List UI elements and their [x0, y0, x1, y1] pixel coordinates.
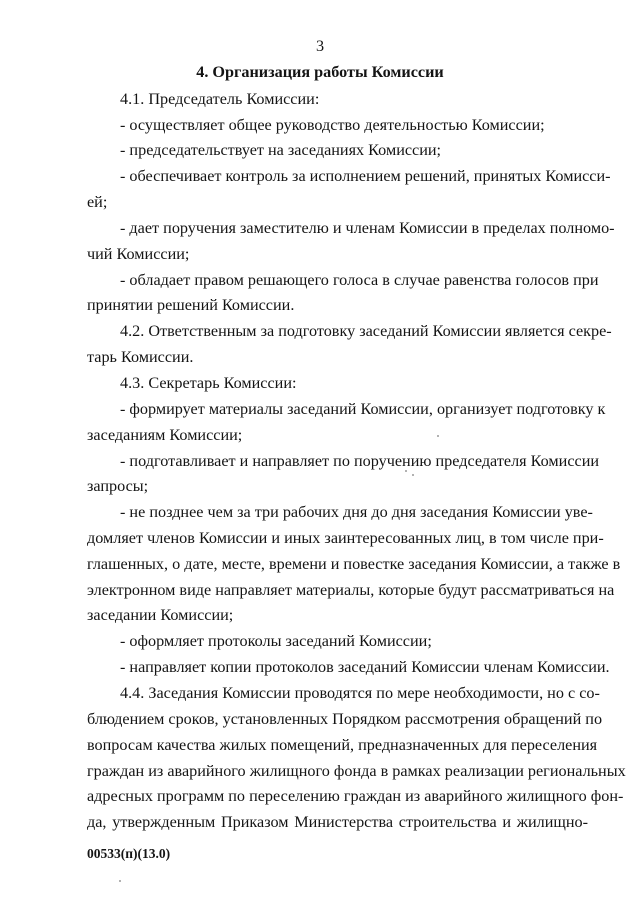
paragraph-line: 4.4. Заседания Комиссии проводятся по мере необходимости, но с со-	[120, 684, 600, 702]
paragraph-line: - оформляет протоколы заседаний Комиссии;	[120, 632, 432, 650]
paragraph-line: запросы;	[87, 477, 149, 495]
paragraph-line: принятии решений Комиссии.	[87, 296, 295, 314]
paragraph-line: - формирует материалы заседаний Комиссии, организует подготовку к	[120, 400, 606, 418]
paragraph-line: чий Комиссии;	[87, 245, 190, 263]
paragraph-line: - направляет копии протоколов заседаний Комиссии членам Комиссии.	[120, 658, 610, 676]
paragraph-line: 4.2. Ответственным за подготовку заседаний Комиссии является секре-	[120, 322, 612, 340]
page-number: 3	[315, 37, 325, 55]
document-code: 00533(п)(13.0)	[87, 846, 171, 861]
section-title: 4. Организация работы Комиссии	[196, 63, 444, 81]
scan-speck	[119, 880, 121, 882]
scan-speck	[412, 474, 414, 476]
paragraph-line: 4.3. Секретарь Комиссии:	[120, 374, 297, 392]
paragraph-line: заседании Комиссии;	[87, 606, 234, 624]
paragraph-line: - обладает правом решающего голоса в случае равенства голосов при	[120, 271, 599, 289]
paragraph-line: - председательствует на заседаниях Комиссии;	[120, 141, 442, 159]
paragraph-line: ей;	[87, 193, 108, 211]
paragraph-line: адресных программ по переселению граждан из аварийного жилищного фон-	[87, 787, 624, 805]
paragraph-line: 4.1. Председатель Комиссии:	[120, 90, 320, 108]
paragraph-line: вопросам качества жилых помещений, предназначенных для переселения	[87, 736, 598, 754]
paragraph-line: электронном виде направляет материалы, которые будут рассматриваться на	[87, 581, 615, 599]
scan-speck	[437, 435, 439, 437]
paragraph-line: граждан из аварийного жилищного фонда в рамках реализации региональных	[87, 762, 626, 780]
paragraph-line: домляет членов Комиссии и иных заинтересованных лиц, в том числе при-	[87, 529, 604, 547]
paragraph-line: - не позднее чем за три рабочих дня до дня заседания Комиссии уве-	[120, 503, 593, 521]
scan-speck	[405, 470, 407, 472]
paragraph-line: глашенных, о дате, месте, времени и повестке заседания Комиссии, а также в	[87, 555, 621, 573]
paragraph-line: тарь Комиссии.	[87, 348, 194, 366]
paragraph-line: - осуществляет общее руководство деятельностью Комиссии;	[120, 116, 545, 134]
paragraph-line: блюдением сроков, установленных Порядком рассмотрения обращений по	[87, 710, 603, 728]
paragraph-line: да, утвержденным Приказом Министерства строительства и жилищно-	[87, 813, 588, 831]
paragraph-line: заседаниям Комиссии;	[87, 426, 243, 444]
paragraph-line: - дает поручения заместителю и членам Комиссии в пределах полномо-	[120, 219, 615, 237]
paragraph-line: - подготавливает и направляет по поручению председателя Комиссии	[120, 452, 600, 470]
paragraph-line: - обеспечивает контроль за исполнением решений, принятых Комисси-	[120, 167, 611, 185]
